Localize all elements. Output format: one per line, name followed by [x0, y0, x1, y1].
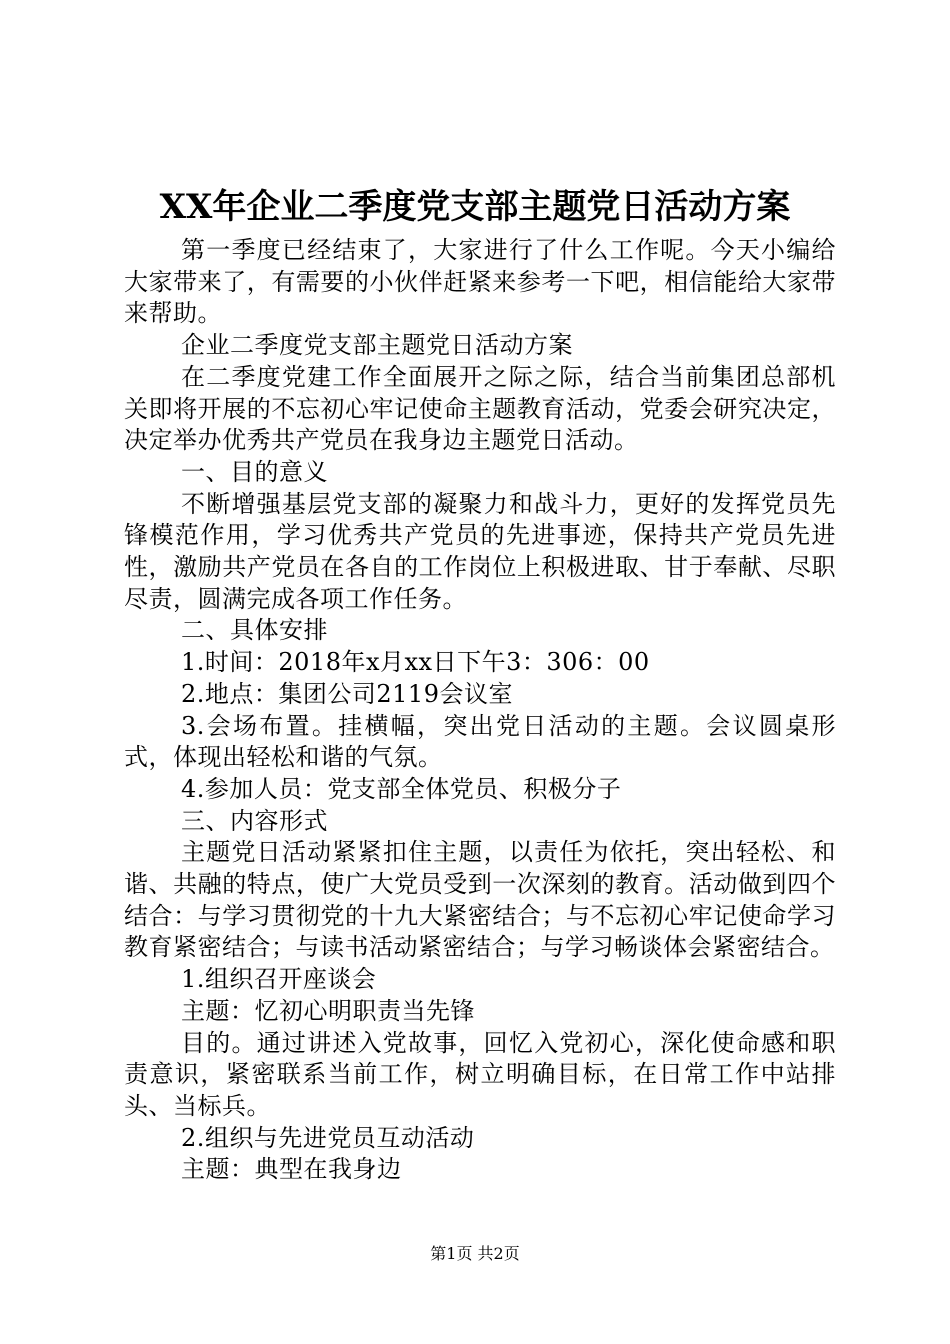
paragraph-intro: 第一季度已经结束了，大家进行了什么工作呢。今天小编给大家带来了，有需要的小伙伴赶紧来参考一下吧，相信能给大家带来帮助。	[124, 236, 836, 328]
paragraph-symposium-goal: 目的。通过讲述入党故事，回忆入党初心，深化使命感和职责意识，紧密联系当前工作，树立明确目标，在日常工作中站排头、当标兵。	[124, 1028, 836, 1120]
list-item-location: 2.地点：集团公司2119会议室	[181, 679, 513, 708]
document-title: XX年企业二季度党支部主题党日活动方案	[159, 187, 791, 227]
list-item-symposium: 1.组织召开座谈会	[181, 965, 377, 994]
paragraph-purpose: 不断增强基层党支部的凝聚力和战斗力，更好的发挥党员先锋模范作用，学习优秀共产党员的先进事迹，保持共产党员先进性，激励共产党员在各自的工作岗位上积极进取、甘于奉献、尽职尽责，圆满完成各项工作任务。	[124, 489, 836, 613]
list-item-venue-setup: 3.会场布置。挂横幅，突出党日活动的主题。会议圆桌形式，体现出轻松和谐的气氛。	[124, 711, 836, 772]
list-item-interaction: 2.组织与先进党员互动活动	[181, 1123, 475, 1152]
list-item-participants: 4.参加人员：党支部全体党员、积极分子	[181, 774, 622, 803]
list-item-time: 1.时间：2018年x月xx日下午3：306：00	[181, 648, 650, 677]
paragraph-background: 在二季度党建工作全面展开之际之际，结合当前集团总部机关即将开展的不忘初心牢记使命主题教育活动，党委会研究决定，决定举办优秀共产党员在我身边主题党日活动。	[124, 362, 836, 455]
paragraph-subtitle: 企业二季度党支部主题党日活动方案	[181, 331, 573, 360]
section-heading-content: 三、内容形式	[181, 806, 328, 835]
paragraph-content: 主题党日活动紧紧扣住主题，以责任为依托，突出轻松、和谐、共融的特点，使广大党员受到一次深刻的教育。活动做到四个结合：与学习贯彻党的十九大紧密结合；与不忘初心牢记使命学习教育紧密结合；与读书活动紧密结合；与学习畅谈体会紧密结合。	[124, 838, 836, 962]
paragraph-interaction-theme: 主题：典型在我身边	[181, 1155, 402, 1184]
document-body	[124, 235, 836, 1186]
paragraph-symposium-theme: 主题：忆初心明职责当先锋	[181, 996, 475, 1025]
section-heading-purpose: 一、目的意义	[181, 457, 328, 486]
page-number: 第1页 共2页	[430, 1244, 520, 1263]
section-heading-arrangement: 二、具体安排	[181, 616, 328, 645]
